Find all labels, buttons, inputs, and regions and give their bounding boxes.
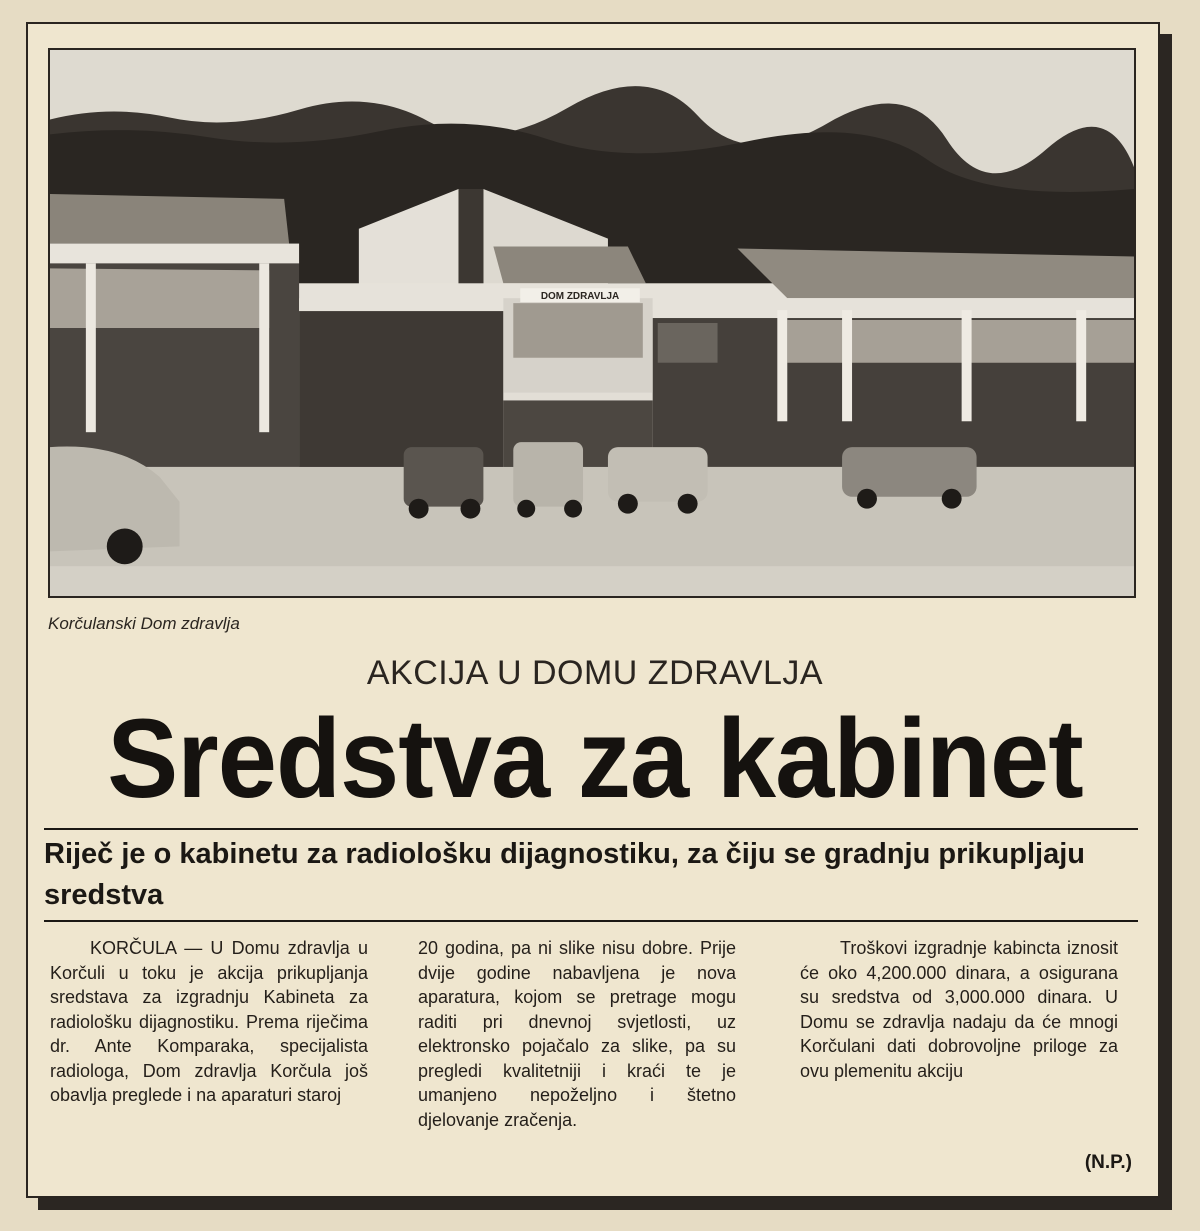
deck-bottom-rule: [44, 920, 1138, 922]
author-signature: (N.P.): [1084, 1152, 1132, 1173]
article-column-1: KORČULA — U Domu zdravlja u Korčuli u toku je akcija prikupljanja sredstava za izgradnju Kabineta za radiološku dijagnostiku. Prema riječima dr. Ante Komparaka, specijalista radiologa, Dom zdravlja Korčula još obavlja preglede i na aparaturi staroj: [50, 938, 368, 1105]
health-center-sign: DOM ZDRAVLJA: [540, 291, 620, 303]
article-column-3: Troškovi izgradnje kabincta iznosit će oko 4,200.000 dinara, a osigurana su sredstva od 3,000.000 dinara. U Domu se zdravlja nadaju da će mnogi Korčulani dati dobrovoljne priloge za ovu plemenitu akciju: [800, 938, 1118, 1081]
article-deck: Riječ je o kabinetu za radiološku dijagnostiku, za čiju se gradnju prikupljaju sredstva: [44, 838, 1085, 911]
newspaper-clipping: [26, 22, 1160, 1198]
article-headline: Sredstva za kabinet: [107, 696, 1083, 821]
article-kicker: AKCIJA U DOMU ZDRAVLJA: [366, 654, 824, 692]
article-column-2: 20 godina, pa ni slike nisu dobre. Prije dvije godine nabavljena je nova aparatura, kojom se pretrage mogu raditi pri dnevnoj svjetlosti, uz elektronsko pojačalo za slike, pa su pregledi kvalitetniji i kraći te je umanjeno nepoželjno i štetno djelovanje zračenja.: [418, 938, 736, 1130]
health-center-photo-image: [50, 50, 1134, 596]
deck-top-rule: [44, 828, 1138, 830]
photo-caption: Korčulanski Dom zdravlja: [48, 614, 240, 633]
health-center-photo: [48, 48, 1136, 598]
